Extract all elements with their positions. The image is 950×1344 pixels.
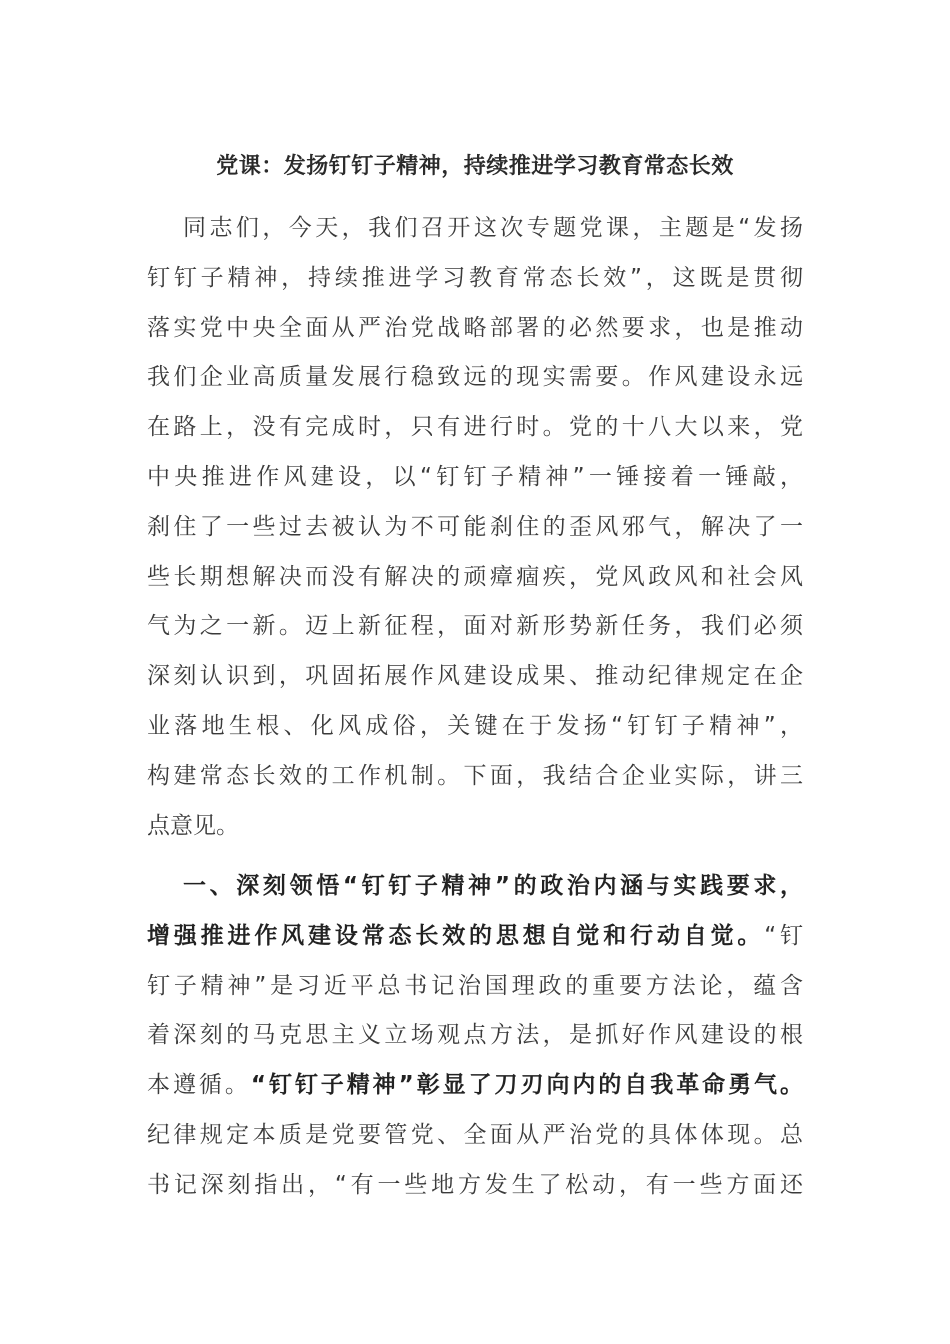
bold-text: 增强推进作风建设常态长效的思想自觉和行动自觉。: [147, 922, 765, 949]
paragraph-1-line: [147, 809, 803, 843]
body-text: 点意见。: [147, 812, 239, 839]
paragraph-2-line: [147, 919, 803, 953]
body-text: 书记深刻指出，“有一些地方发生了松动，有一些方面还: [147, 1171, 803, 1198]
body-text: 钉子精神”是习近平总书记治国理政的重要方法论，蕴含: [147, 972, 803, 999]
paragraph-1-line: [147, 261, 803, 295]
paragraph-1-line: [147, 410, 803, 444]
body-text: 气为之一新。迈上新征程，面对新形势新任务，我们必须: [147, 613, 803, 640]
paragraph-2-line: [147, 1168, 803, 1202]
paragraph-1-line: [147, 709, 803, 743]
paragraph-1-line: [147, 759, 803, 793]
paragraph-1-line: [147, 560, 803, 594]
paragraph-1-line: [147, 659, 803, 693]
body-text: 本遵循。: [147, 1072, 251, 1099]
body-text: 刹住了一些过去被认为不可能刹住的歪风邪气，解决了一: [147, 513, 803, 540]
paragraph-1-line: [147, 311, 803, 345]
paragraph-2-line: [147, 969, 803, 1003]
bold-text: 一、深刻领悟“钉钉子精神”的政治内涵与实践要求，: [183, 873, 803, 899]
paragraph-1-line: [147, 510, 803, 544]
paragraph-1-line: [147, 460, 803, 494]
paragraph-2-line: [147, 1068, 803, 1102]
body-text: 我们企业高质量发展行稳致远的现实需要。作风建设永远: [147, 364, 803, 391]
body-text: 落实党中央全面从严治党战略部署的必然要求，也是推动: [147, 314, 803, 341]
paragraph-1-line: [147, 609, 803, 643]
body-text: 些长期想解决而没有解决的顽瘴痼疾，党风政风和社会风: [147, 563, 803, 590]
document-title: 党课：发扬钉钉子精神，持续推进学习教育常态长效: [216, 154, 734, 179]
body-text: 深刻认识到，巩固拓展作风建设成果、推动纪律规定在企: [147, 663, 803, 690]
body-text: 纪律规定本质是党要管党、全面从严治党的具体体现。总: [147, 1122, 803, 1148]
paragraph-2-line: [147, 1118, 803, 1152]
body-text: 钉钉子精神，持续推进学习教育常态长效”，这既是贯彻: [147, 264, 803, 291]
body-text: 中央推进作风建设，以“钉钉子精神”一锤接着一锤敲，: [147, 464, 803, 490]
body-text: 构建常态长效的工作机制。下面，我结合企业实际，讲三: [147, 762, 803, 789]
bold-text: “钉钉子精神”彰显了刀刃向内的自我革命勇气。: [250, 1072, 804, 1099]
paragraph-1-line: [147, 360, 803, 394]
body-text: 着深刻的马克思主义立场观点方法，是抓好作风建设的根: [147, 1022, 803, 1049]
body-text: 业落地生根、化风成俗，关键在于发扬“钉钉子精神”，: [147, 713, 803, 739]
body-text: “钉: [764, 922, 804, 949]
body-text: 在路上，没有完成时，只有进行时。党的十八大以来，党: [147, 414, 803, 441]
paragraph-2-line: [147, 1018, 803, 1052]
paragraph-2-line: [183, 869, 803, 903]
paragraph-1-line: [183, 211, 803, 245]
body-text: 同志们，今天，我们召开这次专题党课，主题是“发扬: [183, 215, 803, 241]
